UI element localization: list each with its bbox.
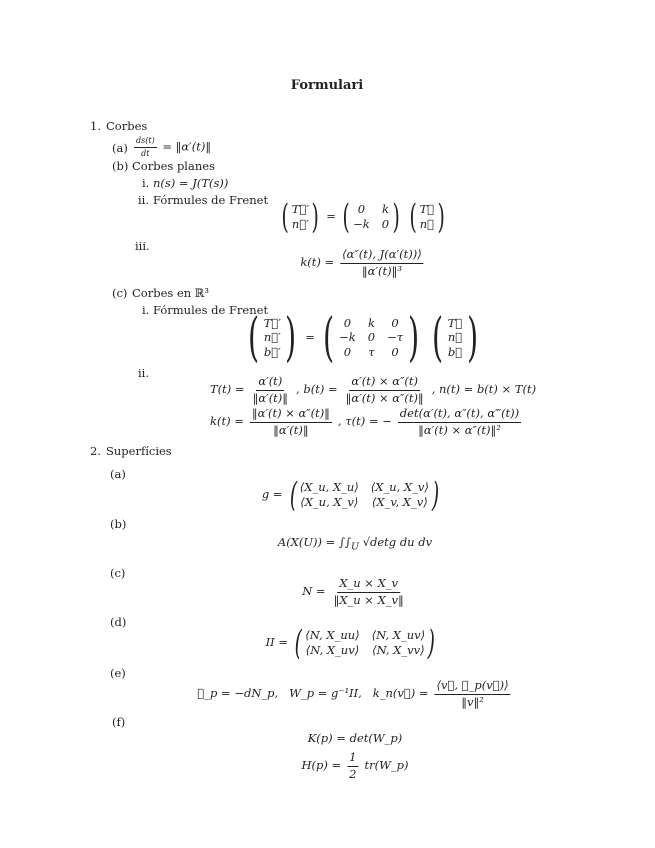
normal-vector-formula: N = $\frac{X\_u \times X\_v}{‖X\_u \times X\_v‖}$	[302, 576, 404, 607]
vector-entry: b⃗	[447, 344, 463, 359]
matrix-entry: ⟨X_u, X_u⟩	[299, 480, 359, 494]
item-1ci-label: Fórmules de Frenet	[153, 303, 269, 317]
second-fundamental-form: II = ( ⟨N, X_uu⟩ ⟨N, X_uv⟩ ⟨N, X_uv⟩ ⟨N, X_vv⟩ )	[265, 623, 436, 663]
section-1-number: 1.	[90, 119, 101, 133]
vector-entry: T⃗	[447, 315, 463, 330]
matrix-entry: ⟨X_u, X_v⟩	[370, 480, 429, 494]
vector-entry: b⃗′	[263, 344, 281, 359]
vector-entry: T⃗′	[291, 202, 309, 216]
item-1c-label: Corbes en ℝ³	[132, 286, 209, 300]
matrix-entry: k	[381, 202, 389, 216]
matrix-entry: −k	[353, 216, 370, 231]
matrix-entry: 0	[391, 315, 399, 330]
item-1bi-formula: n(s) = J(T(s))	[153, 176, 229, 190]
matrix-entry: −τ	[387, 330, 404, 345]
mean-curvature-formula: H(p) = $\frac{1}{2}$ tr(W_p)	[301, 750, 409, 781]
vector-entry: n⃗	[447, 330, 463, 345]
matrix-entry: ⟨N, X_uu⟩	[305, 628, 360, 642]
curvature-formula: k(t) = $\frac{⟨\alpha''(t), J(\alpha'(t))⟩}{\text{‖α′(t)‖³}}$	[300, 247, 422, 278]
item-2d-tag: (d)	[110, 615, 127, 629]
section-2-number: 2.	[90, 444, 101, 458]
item-2e-tag: (e)	[110, 666, 126, 680]
item-2f-tag: (f)	[112, 715, 126, 729]
first-fundamental-form: g = ( ⟨X_u, X_u⟩ ⟨X_u, X_v⟩ ⟨X_u, X_v⟩ ⟨X_v, X_v⟩ )	[261, 475, 440, 515]
vector-entry: n⃗′	[291, 216, 309, 231]
item-2b-tag: (b)	[110, 517, 127, 531]
frenet-2d-equation: ( T⃗′ n⃗′ ) = ( 0 k −k 0 ) ( T⃗ n⃗ )	[281, 197, 445, 237]
matrix-entry: 0	[357, 202, 366, 216]
matrix-entry: −k	[339, 330, 356, 345]
curvature-torsion-formulas: k(t) = $\frac{‖\alpha'(t) \times \alpha''(t)‖}{‖\alpha'(t)‖}$ , τ(t) = − $\frac{\det(\alpha'(t), \alpha''(t), \alpha‴(t))}{\text{‖α′(t) × α″(t)‖²}}$	[210, 406, 520, 437]
frenet-3d-equation: ( T⃗′ n⃗′ b⃗′ ) = ( 0 k 0 −k 0 −τ 0 τ 0 ) ( T⃗ n⃗ b⃗ )	[248, 308, 478, 368]
matrix-entry: 0	[343, 344, 352, 359]
matrix-entry: ⟨X_v, X_v⟩	[371, 494, 428, 509]
item-2a-tag: (a)	[110, 467, 126, 481]
section-2-title: Superfícies	[106, 444, 172, 458]
vector-entry: T⃗′	[263, 315, 281, 330]
item-1cii-tag: ii.	[138, 366, 150, 380]
item-1bii-label: Fórmules de Frenet	[153, 193, 269, 207]
vector-entry: n⃗′	[263, 330, 281, 345]
matrix-entry: ⟨N, X_uv⟩	[371, 628, 426, 642]
item-1a-formula: $\frac{ds(t)}{dt}$ = ‖α′(t)‖	[136, 136, 212, 158]
item-2c-tag: (c)	[110, 566, 126, 580]
item-1bii-tag: ii.	[138, 193, 150, 207]
vector-entry: n⃗	[419, 216, 435, 231]
item-1ci-tag: i.	[142, 303, 150, 317]
matrix-entry: 0	[381, 216, 390, 231]
matrix-entry: 0	[343, 315, 352, 330]
item-1c-tag: (c)	[112, 286, 128, 300]
matrix-entry: τ	[368, 344, 375, 359]
matrix-entry: ⟨X_u, X_v⟩	[300, 494, 359, 509]
frenet-frame-formulas: T(t) = $\frac{\alpha'(t)}{‖\alpha'(t)‖}$ , b(t) = $\frac{\alpha'(t) \times \alpha''(t)}{‖\alpha'(t) \times \alpha''(t)‖}$ , n(t) = b(t) × T(t)	[210, 374, 537, 405]
gaussian-curvature-formula: K(p) = det(W_p)	[307, 731, 403, 745]
matrix-entry: 0	[391, 344, 399, 359]
matrix-entry: 0	[367, 330, 376, 345]
item-1a-tag: (a)	[112, 141, 128, 155]
page-title: Formulari	[290, 78, 364, 93]
weingarten-formulas: 𝒲_p = −dN_p, W_p = g⁻¹II, k_n(v⃗) = $\frac{\text{⟨v⃗, 𝒲\_p(v⃗)⟩}}{\text{‖v‖²}}$	[197, 678, 509, 709]
item-1biii-tag: iii.	[135, 239, 150, 253]
item-1bi-tag: i.	[142, 176, 150, 190]
matrix-entry: ⟨N, X_uv⟩	[305, 642, 360, 657]
vector-entry: T⃗	[419, 202, 435, 216]
matrix-entry: k	[367, 315, 375, 330]
item-1b-tag: (b)	[112, 159, 129, 173]
item-1b-label: Corbes planes	[132, 159, 215, 173]
area-formula: $A(X(U)) = \int\int_U$ √detg du dv	[277, 535, 433, 553]
matrix-entry: ⟨N, X_vv⟩	[372, 642, 425, 657]
section-1-title: Corbes	[106, 119, 148, 133]
